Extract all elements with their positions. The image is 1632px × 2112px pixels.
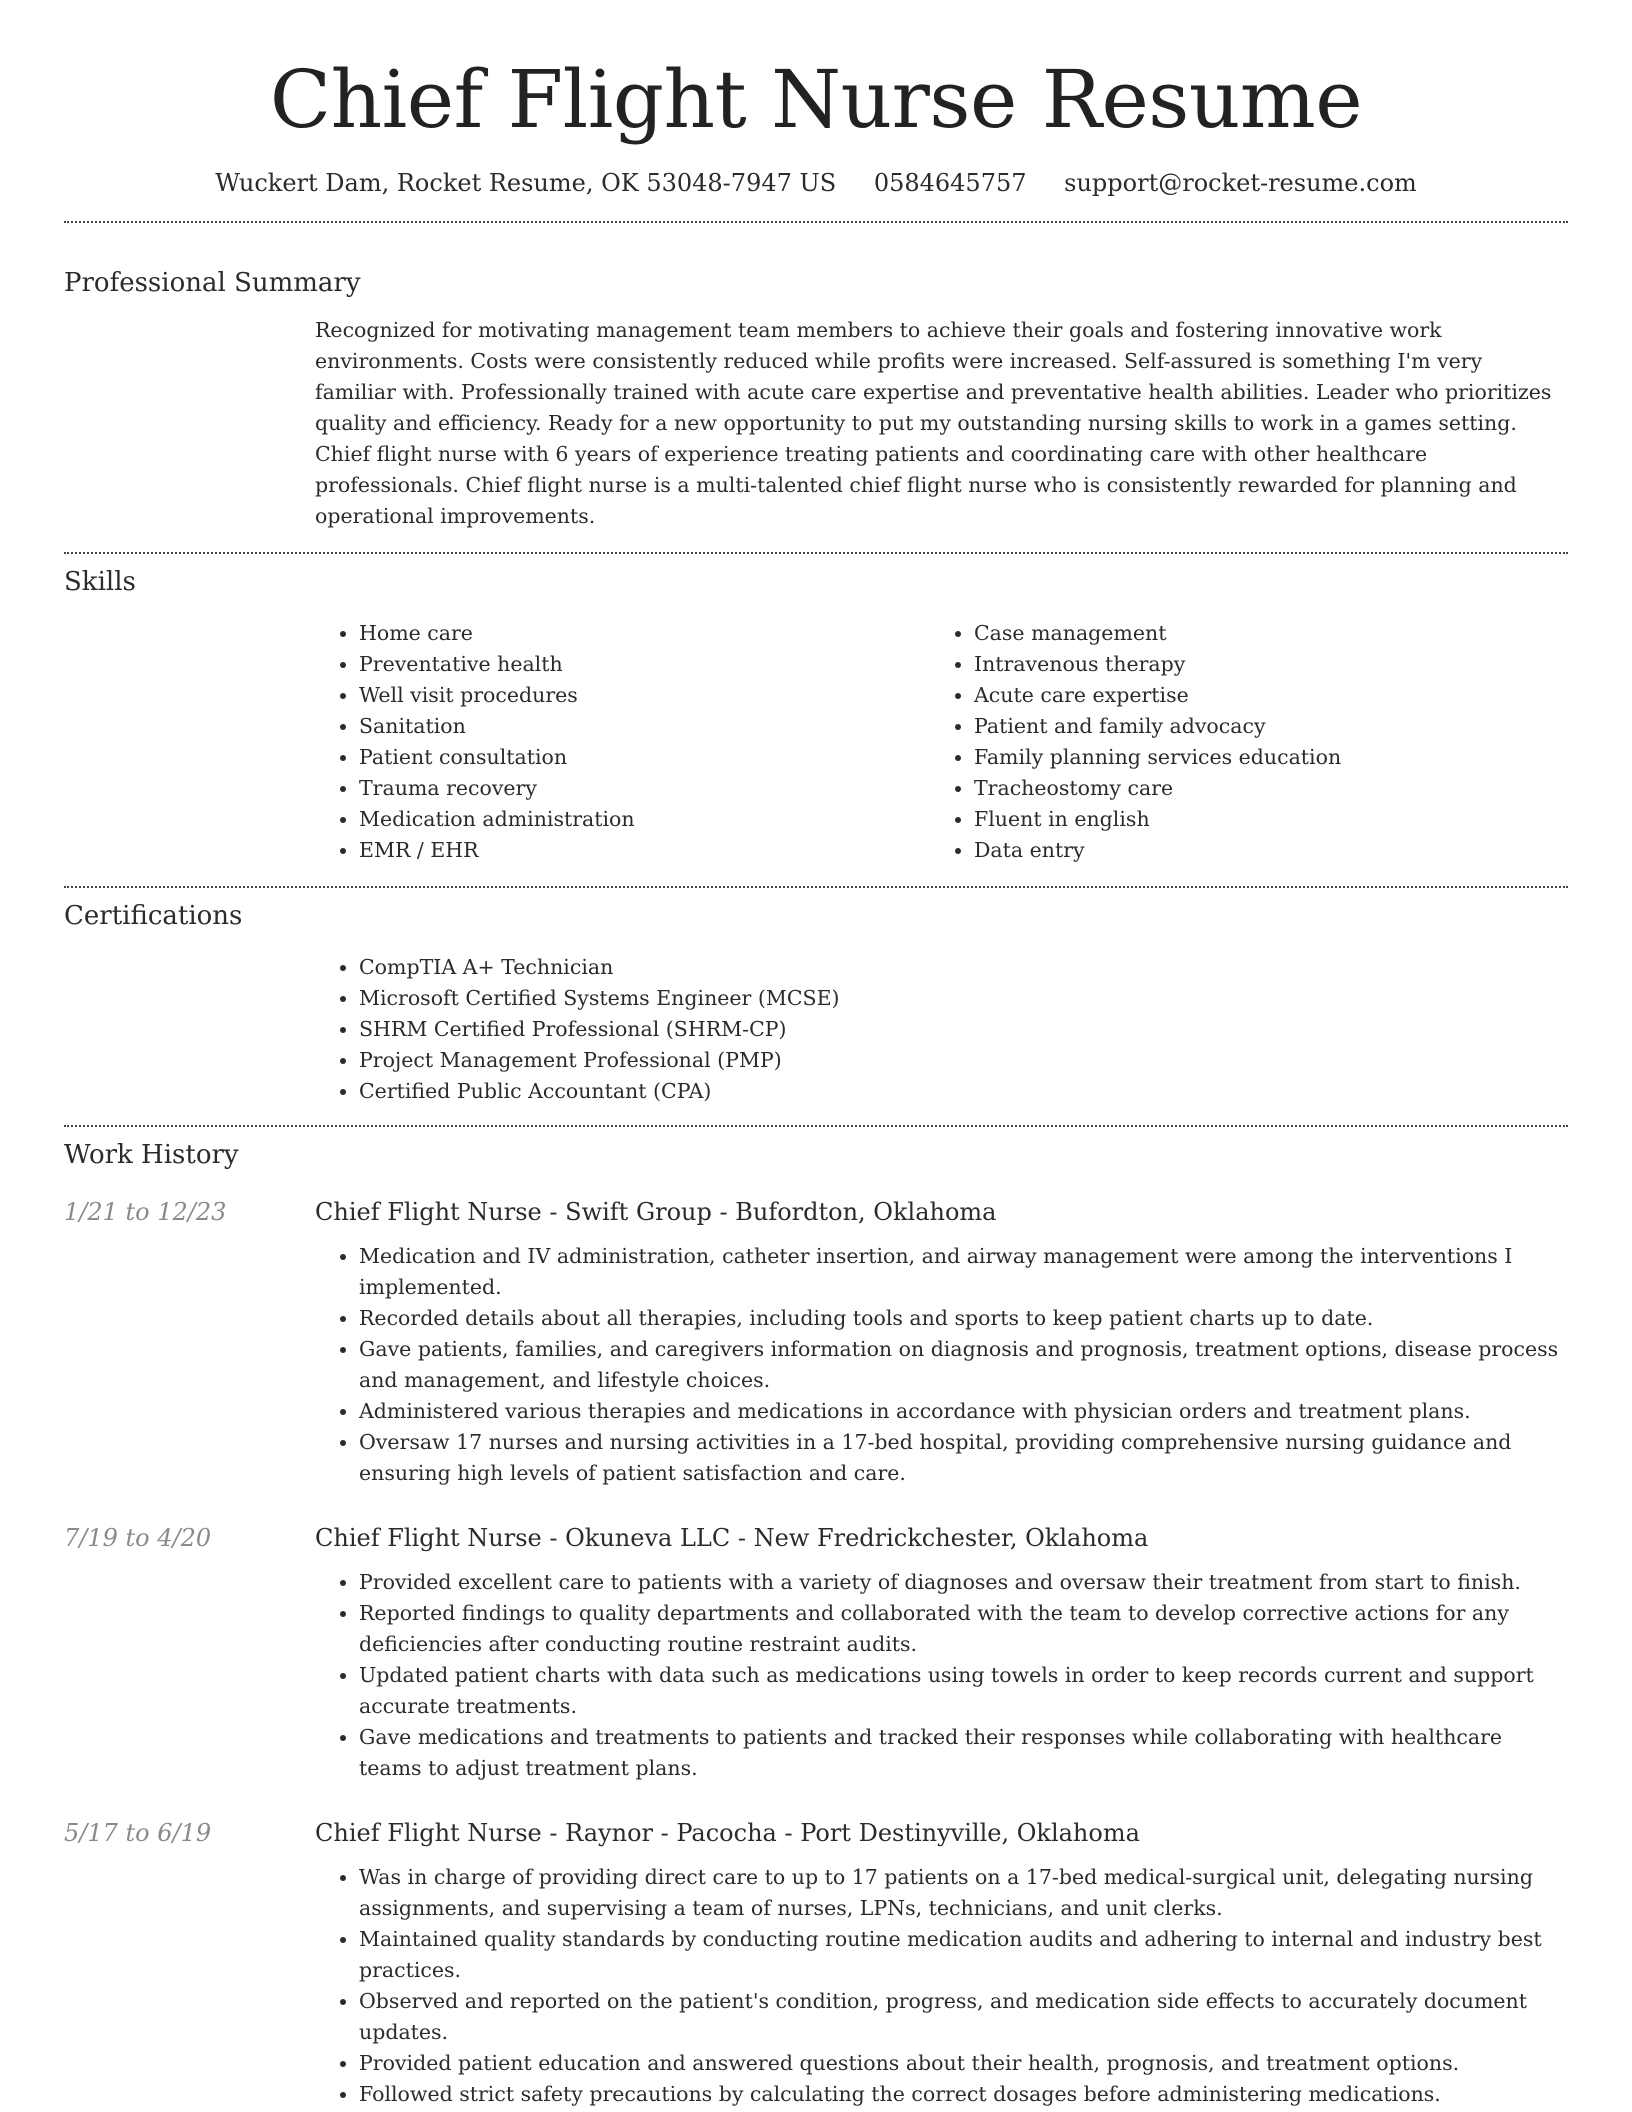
job-bullet: • Administered various therapies and medications in accordance with physician orders and treatment plans. [359,1396,1568,1427]
certification-item: • Project Management Professional (PMP) [359,1045,1568,1076]
job-dates: 5/17 to 6/19 [64,1819,212,1847]
skill-item: • Trauma recovery [359,773,930,804]
job-bullet: • Followed strict safety precautions by calculating the correct dosages before administering medications. [359,2079,1568,2110]
job-bullet: • Observed and reported on the patient's condition, progress, and medication side effects to accurately document updates. [359,1986,1568,2048]
summary-text: Recognized for motivating management team members to achieve their goals and fostering innovative work environments. Costs were consistently reduced while profits were increased. Self-assured is something I'm very familiar with. Professionally trained with acute care expertise and preventative health abilities. Leader who prioritizes quality and efficiency. Ready for a new opportunity to put my outstanding nursing skills to work in a games setting. Chief flight nurse with 6 years of experience treating patients and coordinating care with other healthcare professionals. Chief flight nurse is a multi-talented chief flight nurse who is consistently rewarded for planning and operational improvements. [315,318,1552,528]
contact-line [64,166,1568,200]
contact-email: support@rocket-resume.com [1064,169,1417,197]
skill-item: • Patient consultation [359,742,930,773]
job-bullet: • Provided excellent care to patients with a variety of diagnoses and oversaw their treatment from start to finish. [359,1567,1568,1598]
certification-item: • Certified Public Accountant (CPA) [359,1076,1568,1107]
job-bullet: • Oversaw 17 nurses and nursing activities in a 17-bed hospital, providing comprehensive nursing guidance and ensuring high levels of patient satisfaction and care. [359,1427,1568,1489]
certification-item: • Microsoft Certified Systems Engineer (MCSE) [359,983,1568,1014]
job-bullet: • Reported findings to quality departments and collaborated with the team to develop corrective actions for any deficiencies after conducting routine restraint audits. [359,1598,1568,1660]
job-bullet: • Medication and IV administration, catheter insertion, and airway management were among the interventions I implemented. [359,1241,1568,1303]
skill-item: • Medication administration [359,804,930,835]
skill-item: • EMR / EHR [359,835,930,866]
certification-item: • SHRM Certified Professional (SHRM-CP) [359,1014,1568,1045]
job-entry [64,1195,1568,1489]
job-bullet: • Recorded details about all therapies, including tools and sports to keep patient charts up to date. [359,1303,1568,1334]
skills-column-left [315,618,930,866]
section-title-certifications: Certifications [64,901,243,931]
resume-title: Chief Flight Nurse Resume [269,53,1363,146]
contact-address: Wuckert Dam, Rocket Resume, OK 53048-7947 US [215,169,837,197]
skill-item: • Sanitation [359,711,930,742]
job-details [315,1195,1568,1489]
divider [64,886,1568,888]
job-dates: 7/19 to 4/20 [64,1524,212,1552]
skill-item: • Intravenous therapy [974,649,1545,680]
skill-item: • Home care [359,618,930,649]
job-details [315,1816,1568,2110]
divider [64,1125,1568,1127]
skill-item: • Patient and family advocacy [974,711,1545,742]
job-bullet: • Gave patients, families, and caregivers information on diagnosis and prognosis, treatment options, disease process and management, and lifestyle choices. [359,1334,1568,1396]
section-title-skills: Skills [64,567,136,597]
section-title-summary: Professional Summary [64,268,361,298]
skill-item: • Family planning services education [974,742,1545,773]
skills-column-right [930,618,1545,866]
skills-list [315,618,1568,866]
job-bullet: • Maintained quality standards by conducting routine medication audits and adhering to internal and industry best practices. [359,1924,1568,1986]
job-title: Chief Flight Nurse - Okuneva LLC - New Fredrickchester, Oklahoma [315,1524,1149,1552]
skill-item: • Fluent in english [974,804,1545,835]
skill-item: • Data entry [974,835,1545,866]
job-title: Chief Flight Nurse - Raynor - Pacocha - Port Destinyville, Oklahoma [315,1819,1140,1847]
resume-page [64,0,1568,2110]
job-bullet: • Was in charge of providing direct care to up to 17 patients on a 17-bed medical-surgical unit, delegating nursing assignments, and supervising a team of nurses, LPNs, technicians, and unit clerks. [359,1862,1568,1924]
skill-item: • Tracheostomy care [974,773,1545,804]
divider [64,221,1568,223]
skill-item: • Preventative health [359,649,930,680]
divider [64,552,1568,554]
job-bullet: • Provided patient education and answered questions about their health, prognosis, and treatment options. [359,2048,1568,2079]
certifications-list [315,952,1568,1107]
job-bullet: • Gave medications and treatments to patients and tracked their responses while collaborating with healthcare teams to adjust treatment plans. [359,1722,1568,1784]
contact-phone: 0584645757 [873,169,1027,197]
job-details [315,1521,1568,1784]
job-entry [64,1521,1568,1784]
job-bullet: • Updated patient charts with data such as medications using towels in order to keep records current and support accurate treatments. [359,1660,1568,1722]
job-entry [64,1816,1568,2110]
certification-item: • CompTIA A+ Technician [359,952,1568,983]
skill-item: • Case management [974,618,1545,649]
skill-item: • Acute care expertise [974,680,1545,711]
skill-item: • Well visit procedures [359,680,930,711]
section-title-work-history: Work History [64,1140,239,1170]
job-title: Chief Flight Nurse - Swift Group - Bufordton, Oklahoma [315,1198,997,1226]
job-dates: 1/21 to 12/23 [64,1198,227,1226]
